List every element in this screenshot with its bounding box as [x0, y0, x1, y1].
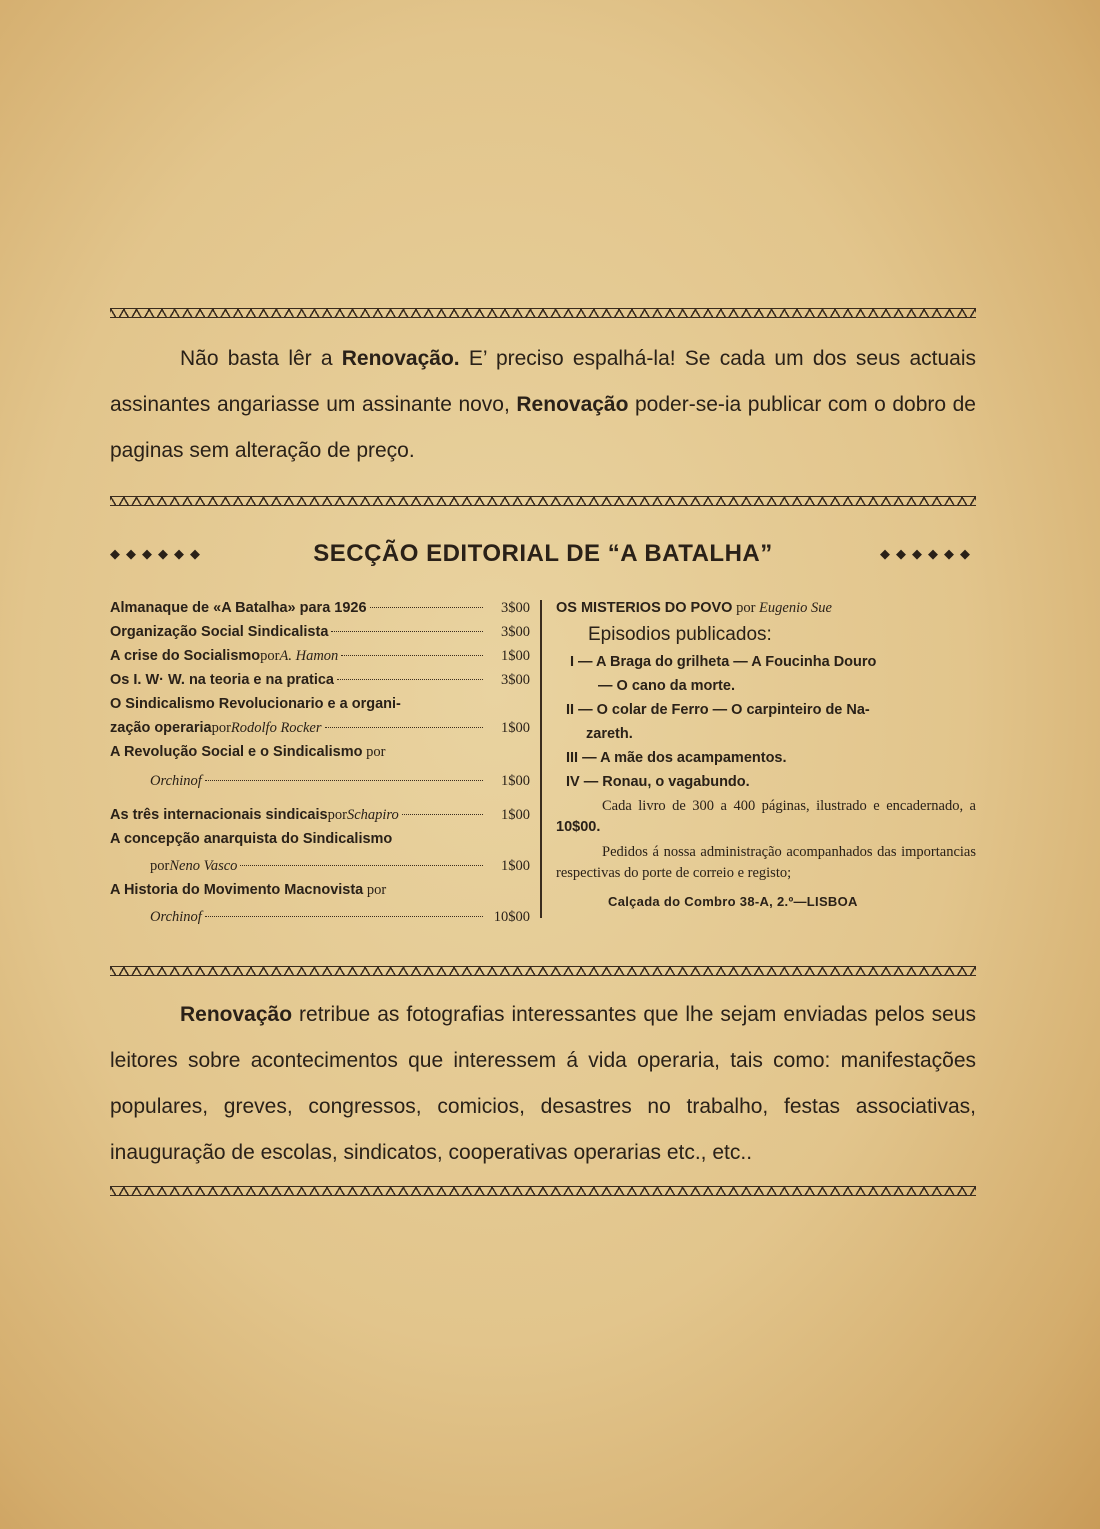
book-item: zação operaria por Rodolfo Rocker 1$00 — [110, 720, 530, 736]
ornamental-divider-3 — [110, 966, 976, 976]
misterios-block — [556, 596, 976, 914]
book-list — [110, 596, 530, 929]
diamond-ornament-left: ◆◆◆◆◆◆ — [110, 546, 206, 561]
book-item-line: A Historia do Movimento Macnovista por — [110, 882, 387, 898]
book-item: Orchinof 1$00 — [150, 773, 530, 789]
section-title: SECÇÃO EDITORIAL DE “A BATALHA” — [313, 540, 773, 567]
episode-2: II — O colar de Ferro — O carpinteiro de Na- — [566, 702, 870, 718]
column-divider — [540, 600, 542, 918]
book-item: As três internacionais sindicais por Schapiro 1$00 — [110, 807, 530, 823]
diamond-ornament-right: ◆◆◆◆◆◆ — [879, 546, 976, 561]
book-item: Almanaque de «A Batalha» para 1926 3$00 — [110, 600, 530, 616]
renovacao-name-3: Renovação — [180, 1003, 293, 1026]
book-item-line: A concepção anarquista do Sindicalismo — [110, 831, 393, 847]
book-item: Os I. W· W. na teoria e na pratica 3$00 — [110, 672, 530, 688]
episode-3: III — A mãe dos acampamentos. — [566, 750, 787, 766]
episode-2-cont: zareth. — [586, 726, 633, 742]
ornamental-divider-1 — [110, 308, 976, 318]
editorial-columns — [110, 596, 976, 925]
book-item: Orchinof 10$00 — [150, 909, 530, 925]
book-item: Organização Social Sindicalista 3$00 — [110, 624, 530, 640]
section-heading — [110, 534, 976, 574]
episode-1: I — A Braga do grilheta — A Foucinha Douro — [570, 654, 877, 670]
misterios-title: OS MISTERIOS DO POVO por Eugenio Sue — [556, 600, 832, 616]
episode-4: IV — Ronau, o vagabundo. — [566, 774, 750, 790]
renovacao-name: Renovação. — [341, 347, 460, 370]
episode-1-cont: — O cano da morte. — [598, 678, 735, 694]
renovacao-name-2: Renovação — [516, 393, 629, 416]
photo-paragraph: Renovação retribue as fotografias interessantes que lhe sejam enviadas pelos seus leitores sobre acontecimentos que interessem á vida operaria, tais como: manifestações populares, greves, congressos, comicios, desastres no trabalho, festas associativas, inauguração de escolas, sindicatos, cooperativas operarias etc., etc.. — [110, 1003, 976, 1164]
ornamental-divider-2 — [110, 496, 976, 506]
intro-paragraph: Não basta lêr a Renovação. E’ preciso espalhá-la! Se cada um dos seus actuais assinantes angariasse um assinante novo, Renovação poder-se-ia publicar com o dobro de paginas sem alteração de preço. — [110, 347, 976, 462]
book-item: A crise do Socialismo por A. Hamon 1$00 — [110, 648, 530, 664]
address: Calçada do Combro 38-A, 2.º—LISBOA — [608, 894, 858, 909]
orders-note: Pedidos á nossa administração acompanhados das importancias respectivas do porte de correio e registo; — [556, 844, 976, 881]
book-item-line: O Sindicalismo Revolucionario e a organi- — [110, 696, 401, 712]
ornamental-divider-4 — [110, 1186, 976, 1196]
episodes-heading: Episodios publicados: — [588, 624, 772, 645]
book-item: por Neno Vasco 1$00 — [150, 858, 530, 874]
book-item-line: A Revolução Social e o Sindicalismo por — [110, 744, 386, 760]
price-note: Cada livro de 300 a 400 páginas, ilustrado e encadernado, a 10$00. — [556, 798, 976, 835]
